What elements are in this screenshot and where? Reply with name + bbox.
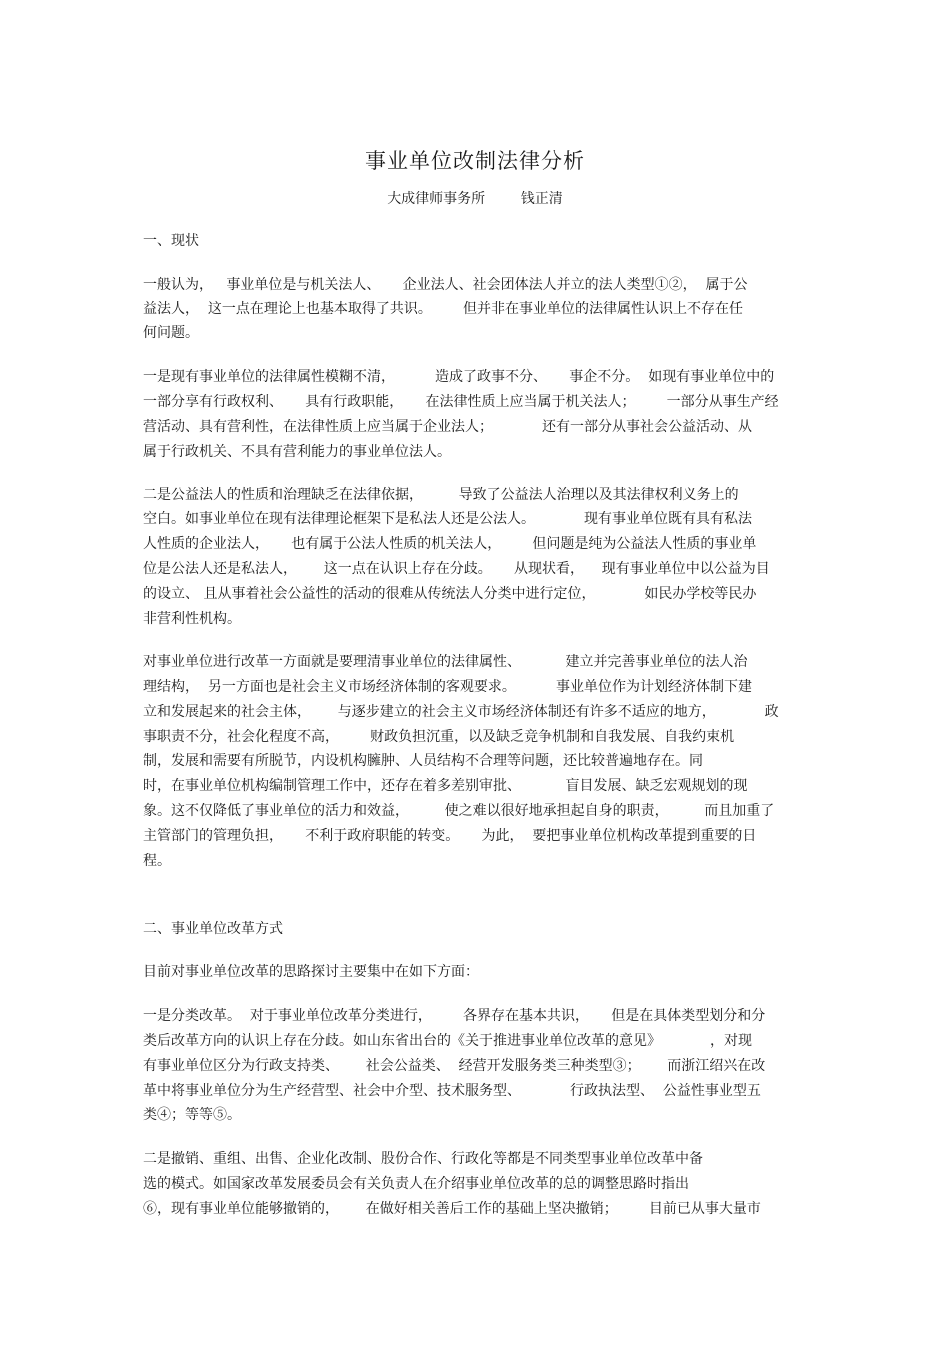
text-line: 制，发展和需要有所脱节，内设机构臃肿、人员结构不合理等问题，还比较普遍地存在。同	[143, 753, 703, 769]
text-line: 目前对事业单位改革的思路探讨主要集中在如下方面：	[143, 964, 479, 980]
text-line: 立和发展起来的社会主体， 与逐步建立的社会主义市场经济体制还有许多不适应的地方， 政	[143, 704, 779, 720]
text-line: 一部分享有行政权利、 具有行政职能， 在法律性质上应当属于机关法人； 一部分从事生产经	[143, 394, 779, 410]
text-line: 一般认为， 事业单位是与机关法人、 企业法人、社会团体法人并立的法人类型①②， 属于公	[143, 277, 748, 293]
text-line: 益法人， 这一点在理论上也基本取得了共识。 但并非在事业单位的法律属性认识上不存在任	[143, 301, 744, 317]
text-line: 革中将事业单位分为生产经营型、社会中介型、技术服务型、 行政执法型、 公益性事业型五	[143, 1083, 761, 1099]
text-line: 一是分类改革。 对于事业单位改革分类进行， 各界存在基本共识， 但是在具体类型划分和分	[143, 1008, 766, 1024]
text-line: 空白。如事业单位在现有法律理论框架下是私法人还是公法人。 现有事业单位既有具有私法	[143, 511, 752, 527]
text-line: 对事业单位进行改革一方面就是要理清事业单位的法律属性、 建立并完善事业单位的法人治	[143, 654, 748, 670]
text-line: 程。	[143, 853, 171, 869]
section-heading: 二、事业单位改革方式	[143, 921, 283, 937]
text-line: 象。这不仅降低了事业单位的活力和效益， 使之难以很好地承担起自身的职责， 而且加重了	[143, 803, 775, 819]
text-line: 二是撤销、重组、出售、企业化改制、股份合作、行政化等都是不同类型事业单位改革中备	[143, 1151, 703, 1167]
document-author: 大成律师事务所 钱正清	[387, 191, 563, 207]
text-line: 类④；等等⑤。	[143, 1107, 241, 1123]
text-line: 时，在事业单位机构编制管理工作中，还存在着多差别审批、 盲目发展、缺乏宏观规划的现	[143, 778, 748, 794]
text-line: 非营利性机构。	[143, 611, 241, 627]
text-line: 营活动、具有营利性，在法律性质上应当属于企业法人； 还有一部分从事社会公益活动、从	[143, 419, 752, 435]
text-line: 属于行政机关、不具有营利能力的事业单位法人。	[143, 444, 451, 460]
text-line: 选的模式。如国家改革发展委员会有关负责人在介绍事业单位改革的总的调整思路时指出	[143, 1176, 689, 1192]
text-line: 人性质的企业法人， 也有属于公法人性质的机关法人， 但问题是纯为公益法人性质的事业单	[143, 536, 757, 552]
text-line: 的设立、 且从事着社会公益性的活动的很难从传统法人分类中进行定位， 如民办学校等民办	[143, 586, 757, 602]
text-line: 主管部门的管理负担， 不利于政府职能的转变。 为此， 要把事业单位机构改革提到重要的日	[143, 828, 757, 844]
document-title: 事业单位改制法律分析	[365, 149, 585, 173]
text-line: 位是公法人还是私法人， 这一点在认识上存在分歧。 从现状看， 现有事业单位中以公益为目	[143, 561, 770, 577]
text-line: ⑥，现有事业单位能够撤销的， 在做好相关善后工作的基础上坚决撤销； 目前已从事大量市	[143, 1201, 761, 1217]
text-line: 类后改革方向的认识上存在分歧。如山东省出台的《关于推进事业单位改革的意见》 ，对现	[143, 1033, 752, 1049]
section-heading: 一、现状	[143, 233, 199, 249]
text-line: 一是现有事业单位的法律属性模糊不清， 造成了政事不分、 事企不分。 如现有事业单位中的	[143, 369, 775, 385]
text-line: 理结构， 另一方面也是社会主义市场经济体制的客观要求。 事业单位作为计划经济体制下建	[143, 679, 752, 695]
text-line: 何问题。	[143, 325, 199, 341]
text-line: 事职责不分，社会化程度不高， 财政负担沉重，以及缺乏竞争机制和自我发展、自我约束机	[143, 729, 735, 745]
text-line: 二是公益法人的性质和治理缺乏在法律依据， 导致了公益法人治理以及其法律权利义务上的	[143, 487, 739, 503]
text-line: 有事业单位区分为行政支持类、 社会公益类、 经营开发服务类三种类型③； 而浙江绍兴在改	[143, 1058, 766, 1074]
